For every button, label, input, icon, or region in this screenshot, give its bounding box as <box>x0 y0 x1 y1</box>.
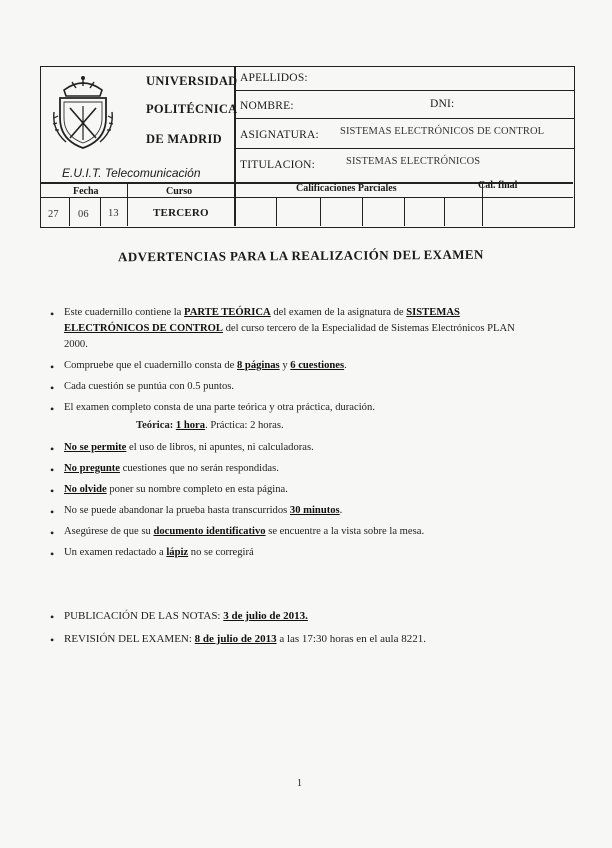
list-item: • No se puede abandonar la prueba hasta transcurridos 30 minutos. <box>50 503 530 519</box>
list-item: • No se permite el uso de libros, ni apuntes, ni calculadoras. <box>50 440 530 456</box>
cal-final-label: Cal. final <box>478 180 518 191</box>
bullet-icon: • <box>50 381 55 396</box>
university-line-2: POLITÉCNICA <box>146 102 238 116</box>
bullet-icon: • <box>50 402 55 417</box>
titulacion-label: TITULACION: <box>240 159 316 171</box>
list-item: • Asegúrese de que su documento identificativo se encuentre a la vista sobre la mesa. <box>50 524 530 540</box>
bullet-icon: • <box>50 547 55 562</box>
calificaciones-parciales-label: Calificaciones Parciales <box>296 183 397 194</box>
fecha-month: 06 <box>78 209 89 220</box>
grade-cell-divider <box>276 197 277 226</box>
bullet-icon: • <box>50 610 55 624</box>
fecha-year: 13 <box>108 208 119 219</box>
grade-cell-divider <box>320 197 321 226</box>
review-date: • REVISIÓN DEL EXAMEN: 8 de julio de 2013 a las 17:30 horas en el aula 8221. <box>50 629 426 650</box>
bullet-icon: • <box>50 441 55 456</box>
curso-label: Curso <box>166 186 193 197</box>
university-line-1: UNIVERSIDAD <box>146 74 238 88</box>
page-title: ADVERTENCIAS PARA LA REALIZACIÓN DEL EXAMEN <box>117 246 484 265</box>
grade-cell-divider <box>404 197 405 226</box>
list-item: • No pregunte cuestiones que no serán respondidas. <box>50 461 530 477</box>
bullet-icon: • <box>50 462 55 477</box>
dni-label: DNI: <box>430 98 455 110</box>
header-row-line <box>234 90 574 91</box>
bullet-icon: • <box>50 483 55 498</box>
header-row-line <box>234 148 574 149</box>
page-number: 1 <box>297 778 302 789</box>
curso-value: TERCERO <box>153 207 209 219</box>
apellidos-label: APELLIDOS: <box>240 72 308 84</box>
nombre-label: NOMBRE: <box>240 100 294 112</box>
grade-cell-divider <box>444 197 445 226</box>
titulacion-value: SISTEMAS ELECTRÓNICOS <box>346 156 481 167</box>
publication-date: • PUBLICACIÓN DE LAS NOTAS: 3 de julio de 2013. <box>50 606 426 627</box>
list-item: • No olvide poner su nombre completo en esta página. <box>50 482 530 498</box>
bullet-icon: • <box>50 360 55 375</box>
date-cell-divider <box>127 182 128 226</box>
list-item: • Cada cuestión se puntúa con 0.5 puntos. <box>50 379 530 395</box>
list-item: • Un examen redactado a lápiz no se corregirá <box>50 545 530 561</box>
fecha-day: 27 <box>48 209 59 220</box>
bullet-icon: • <box>50 632 55 647</box>
list-item: • Compruebe que el cuadernillo consta de 8 páginas y 6 cuestiones. <box>50 358 530 374</box>
university-crest <box>50 72 116 152</box>
school-name: E.U.I.T. Telecomunicación <box>62 166 201 180</box>
bullet-icon: • <box>50 307 55 321</box>
bullet-icon: • <box>50 504 55 519</box>
date-cell-divider <box>234 182 236 226</box>
header-row-line <box>40 197 573 198</box>
date-cell-divider <box>100 197 101 226</box>
university-line-3: DE MADRID <box>146 132 222 146</box>
grade-cell-divider <box>362 197 363 226</box>
duration-detail: Teórica: 1 hora. Práctica: 2 horas. <box>136 419 284 431</box>
fecha-label: Fecha <box>73 186 99 197</box>
date-cell-divider <box>69 197 70 226</box>
exam-dates <box>50 606 426 655</box>
bullet-icon: • <box>50 526 55 541</box>
asignatura-value: SISTEMAS ELECTRÓNICOS DE CONTROL <box>340 126 545 137</box>
list-item: • Este cuadernillo contiene la PARTE TEÓRICA del examen de la asignatura de SISTEMAS ELECTRÓNICOS DE CONTROL del curso tercero de la Especialidad de Sistemas Electrónicos PLAN 2000. <box>50 307 515 351</box>
list-item: • El examen completo consta de una parte teórica y otra práctica, duración. <box>50 400 530 416</box>
instruction-list <box>50 305 530 566</box>
header-row-line <box>234 118 574 119</box>
asignatura-label: ASIGNATURA: <box>240 129 319 141</box>
